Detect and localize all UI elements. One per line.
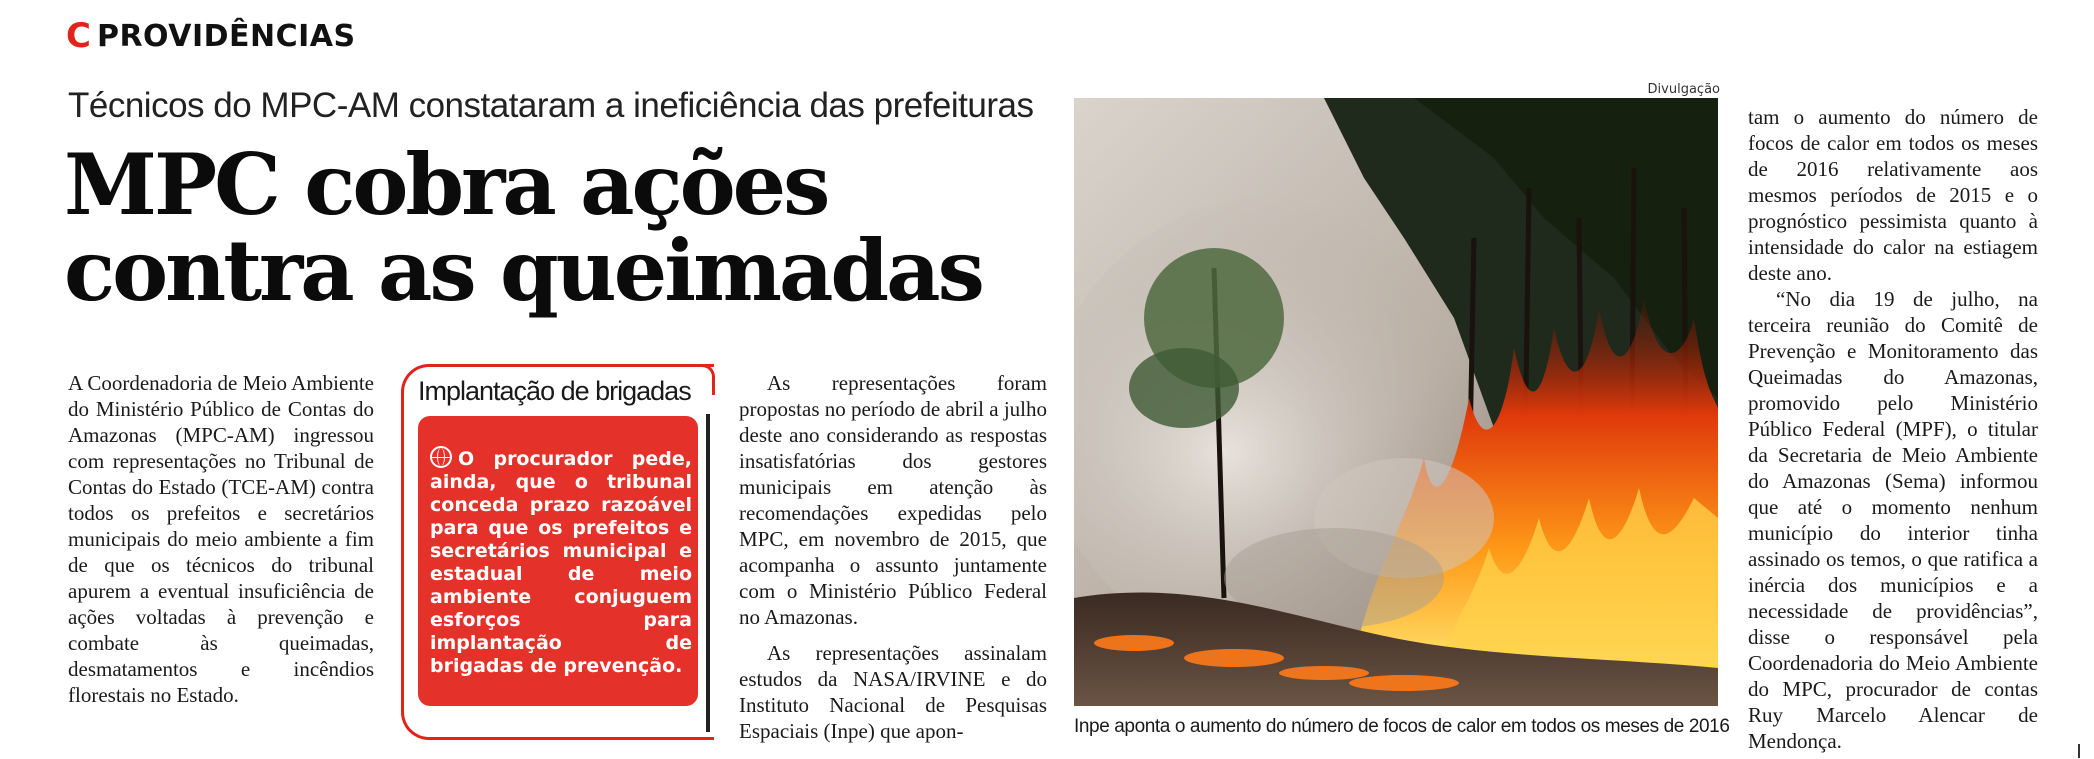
photo-credit: Divulgação [1647, 82, 1720, 97]
section-header [66, 14, 356, 58]
headline-line-2: contra as queimadas [64, 221, 982, 320]
wildfire-photo [1074, 98, 1718, 706]
sidebar-box-text-wrap [430, 446, 692, 678]
paragraph: As representações assinalam estudos da NASA/IRVINE e do Instituto Nacional de Pesquisas Espaciais (Inpe) que apon- [739, 641, 1047, 743]
paragraph: A Coordenadoria de Meio Ambiente do Ministério Público de Contas do Amazonas (MPC-AM) ingressou com representações no Tribunal de Contas do Estado (TCE-AM) contra todos os prefeitos e secretários municipais do meio ambiente a fim de que os técnicos do tribunal apurem a eventual insuficiência de ações voltadas à prevenção e combate às queimadas, desmatamentos e incêndios florestais no Estado. [68, 371, 374, 707]
photo-caption: Inpe aponta o aumento do número de focos de calor em todos os meses de 2016 [1074, 716, 1730, 737]
headline-line-1: MPC cobra ações [64, 135, 828, 234]
kicker: Técnicos do MPC-AM constataram a ineficiência das prefeituras [68, 86, 1034, 125]
body-column-3 [1748, 104, 2038, 754]
paragraph: tam o aumento do número de focos de calor em todos os meses de 2016 relativamente aos mesmos períodos de 2015 e o prognóstico pessimista quanto à intensidade do calor na estiagem deste ano. [1748, 105, 2038, 285]
page-edge-mark [2078, 744, 2080, 758]
sidebar-box-title: Implantação de brigadas [418, 376, 691, 406]
globe-icon [430, 446, 452, 468]
body-column-2 [739, 370, 1047, 744]
sidebar-box-rule [706, 414, 710, 732]
paragraph: As representações foram propostas no período de abril a julho deste ano considerando as respostas insatisfatórias dos gestores municipais em atenção às recomendações expedidas pelo MPC, em novembro de 2015, que acompanha o assunto juntamente com o Ministério Público Federal no Amazonas. [739, 371, 1047, 629]
body-column-1 [68, 370, 374, 708]
headline [64, 135, 1064, 320]
section-logo: C [66, 16, 91, 56]
paragraph: “No dia 19 de julho, na terceira reunião do Comitê de Prevenção e Monitoramento das Queimadas do Amazonas, promovido pelo Ministério Público Federal (MPF), o titular da Secretaria de Meio Ambiente do Amazonas (Sema) informou que até o momento nenhum município do interior tinha assinado os temos, o que ratifica a inércia dos municípios e a necessidade de providências”, disse o responsável pela Coordenadoria do Meio Ambiente do MPC, procurador de contas Ruy Marcelo Alencar de Mendonça. [1748, 287, 2038, 753]
section-name: PROVIDÊNCIAS [96, 18, 356, 54]
sidebar-box-text: O procurador pede, ainda, que o tribunal conceda prazo razoável para que os prefeitos e secretários municipal e estadual de meio ambiente conjuguem esforços para implantação de brigadas de prevenção. [430, 448, 692, 677]
